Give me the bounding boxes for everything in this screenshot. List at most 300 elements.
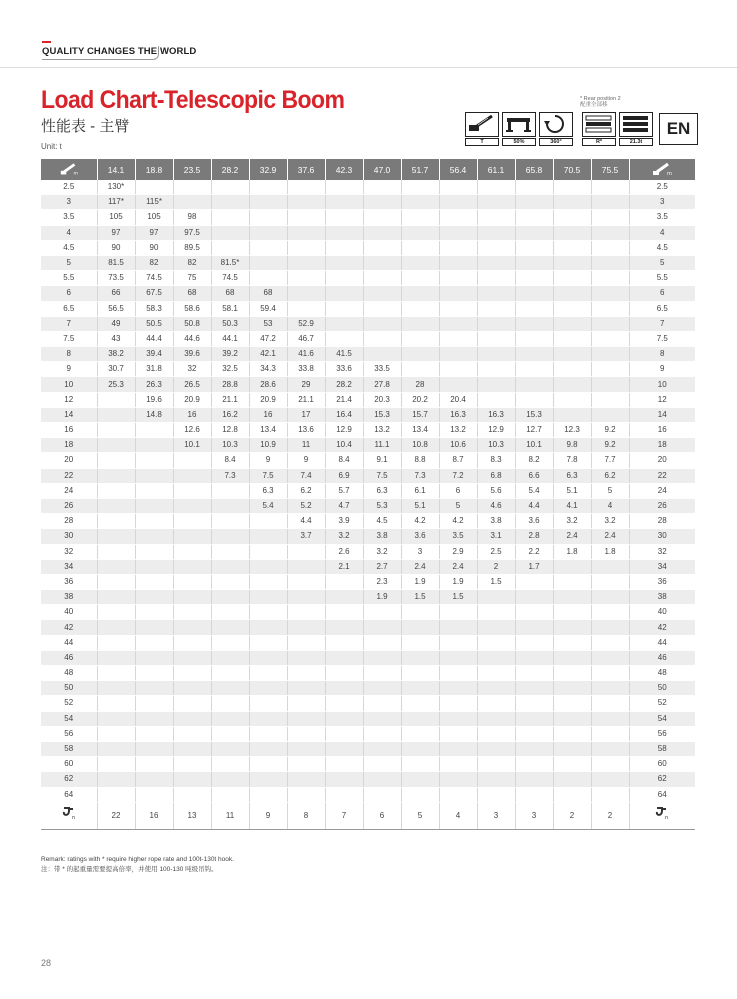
radius-cell: 62 <box>41 772 97 787</box>
load-cell <box>477 195 515 210</box>
load-cell <box>97 392 135 407</box>
load-cell <box>363 711 401 726</box>
load-cell: 97 <box>135 225 173 240</box>
load-cell: 1.5 <box>477 574 515 589</box>
load-cell: 5.1 <box>553 483 591 498</box>
radius-cell: 5.5 <box>629 271 695 286</box>
rope-falls-row <box>41 802 695 829</box>
load-cell <box>439 225 477 240</box>
load-cell <box>173 726 211 741</box>
load-cell <box>401 696 439 711</box>
load-cell <box>515 787 553 802</box>
load-cell: 52.9 <box>287 316 325 331</box>
radius-cell: 8 <box>41 347 97 362</box>
load-cell: 82 <box>173 255 211 270</box>
load-cell: 12.9 <box>477 423 515 438</box>
load-cell <box>591 407 629 422</box>
load-cell: 20.3 <box>363 392 401 407</box>
config-note-line1: * Rear position 2 <box>580 96 621 102</box>
rope-falls-cell: 4 <box>439 802 477 829</box>
load-cell <box>287 726 325 741</box>
load-cell: 13.2 <box>439 423 477 438</box>
load-cell <box>553 681 591 696</box>
load-cell <box>97 483 135 498</box>
load-cell: 42.1 <box>249 347 287 362</box>
load-cell <box>363 271 401 286</box>
radius-cell: 34 <box>41 559 97 574</box>
boom-length-header: 75.5 <box>591 159 629 180</box>
load-cell <box>477 210 515 225</box>
load-cell: 81.5* <box>211 255 249 270</box>
load-cell <box>363 681 401 696</box>
load-cell <box>515 180 553 195</box>
load-cell <box>325 772 363 787</box>
radius-cell: 62 <box>629 772 695 787</box>
load-cell <box>477 255 515 270</box>
load-cell: 6.9 <box>325 468 363 483</box>
load-cell: 2.4 <box>439 559 477 574</box>
radius-cell: 44 <box>629 635 695 650</box>
radius-cell: 5 <box>629 255 695 270</box>
radius-cell: 32 <box>41 544 97 559</box>
load-cell: 15.3 <box>363 407 401 422</box>
load-cell: 73.5 <box>97 271 135 286</box>
load-cell <box>401 666 439 681</box>
load-cell: 10.6 <box>439 438 477 453</box>
boom-length-header: 70.5 <box>553 159 591 180</box>
load-cell <box>135 620 173 635</box>
boom-length-header: 47.0 <box>363 159 401 180</box>
radius-cell: 7 <box>629 316 695 331</box>
config-label-rear: R* <box>582 138 616 146</box>
load-cell <box>477 787 515 802</box>
radius-cell: 52 <box>629 696 695 711</box>
radius-cell: 60 <box>41 757 97 772</box>
load-cell: 2.4 <box>553 529 591 544</box>
load-cell: 16.3 <box>439 407 477 422</box>
load-cell: 3.1 <box>477 529 515 544</box>
table-row <box>41 377 695 392</box>
load-cell <box>591 590 629 605</box>
load-cell <box>287 574 325 589</box>
load-cell <box>97 590 135 605</box>
load-cell <box>325 635 363 650</box>
load-cell: 75 <box>173 271 211 286</box>
load-cell <box>591 316 629 331</box>
load-cell <box>553 666 591 681</box>
load-cell <box>591 757 629 772</box>
load-cell: 29 <box>287 377 325 392</box>
load-cell <box>591 286 629 301</box>
load-cell: 7.5 <box>249 468 287 483</box>
load-cell: 11 <box>287 438 325 453</box>
load-cell <box>515 711 553 726</box>
load-cell <box>363 635 401 650</box>
load-cell <box>477 362 515 377</box>
load-cell <box>249 650 287 665</box>
load-cell: 38.2 <box>97 347 135 362</box>
load-cell <box>477 347 515 362</box>
load-cell <box>515 377 553 392</box>
load-cell: 15.3 <box>515 407 553 422</box>
load-cell <box>477 741 515 756</box>
load-cell <box>401 772 439 787</box>
load-cell <box>591 711 629 726</box>
table-row <box>41 787 695 802</box>
boom-radius-icon <box>651 162 673 176</box>
load-cell: 9.2 <box>591 423 629 438</box>
load-cell: 9.2 <box>591 438 629 453</box>
load-cell: 90 <box>97 240 135 255</box>
load-cell <box>553 574 591 589</box>
load-cell <box>553 255 591 270</box>
load-cell <box>287 787 325 802</box>
load-cell: 8.2 <box>515 453 553 468</box>
table-row <box>41 681 695 696</box>
load-cell: 1.9 <box>363 590 401 605</box>
table-row <box>41 423 695 438</box>
radius-cell: 36 <box>41 574 97 589</box>
load-cell: 98 <box>173 210 211 225</box>
table-row <box>41 711 695 726</box>
load-cell <box>401 681 439 696</box>
load-cell <box>363 195 401 210</box>
load-cell <box>591 772 629 787</box>
load-cell <box>553 392 591 407</box>
load-cell: 5 <box>591 483 629 498</box>
radius-cell: 32 <box>629 544 695 559</box>
load-cell <box>325 726 363 741</box>
radius-cell: 5.5 <box>41 271 97 286</box>
load-cell <box>477 696 515 711</box>
load-cell: 6.2 <box>287 483 325 498</box>
load-cell: 44.1 <box>211 331 249 346</box>
load-cell: 4.7 <box>325 498 363 513</box>
load-cell <box>211 681 249 696</box>
load-cell: 32 <box>173 362 211 377</box>
load-cell <box>325 225 363 240</box>
load-cell <box>249 711 287 726</box>
radius-cell: 18 <box>41 438 97 453</box>
load-cell <box>211 590 249 605</box>
load-cell: 16 <box>249 407 287 422</box>
load-cell: 5.4 <box>515 483 553 498</box>
load-cell <box>325 255 363 270</box>
load-cell <box>363 620 401 635</box>
radius-cell: 20 <box>629 453 695 468</box>
load-cell <box>211 225 249 240</box>
load-cell <box>553 331 591 346</box>
load-cell <box>287 635 325 650</box>
load-cell <box>97 544 135 559</box>
load-cell <box>173 635 211 650</box>
load-cell <box>287 681 325 696</box>
load-cell <box>591 240 629 255</box>
load-cell <box>325 180 363 195</box>
table-row <box>41 741 695 756</box>
load-cell <box>515 620 553 635</box>
load-cell: 21.1 <box>211 392 249 407</box>
load-cell <box>363 347 401 362</box>
load-cell: 3.7 <box>287 529 325 544</box>
load-cell <box>287 271 325 286</box>
load-cell <box>135 498 173 513</box>
load-cell <box>363 331 401 346</box>
load-cell <box>249 574 287 589</box>
load-cell <box>401 347 439 362</box>
load-cell <box>249 605 287 620</box>
load-cell: 9 <box>249 453 287 468</box>
radius-cell: 7.5 <box>629 331 695 346</box>
load-cell <box>135 559 173 574</box>
table-row <box>41 331 695 346</box>
load-cell: 5.7 <box>325 483 363 498</box>
load-cell: 3.9 <box>325 514 363 529</box>
load-cell <box>439 741 477 756</box>
load-cell <box>135 666 173 681</box>
load-cell: 74.5 <box>211 271 249 286</box>
load-cell <box>211 210 249 225</box>
load-cell <box>97 741 135 756</box>
config-note <box>580 96 621 108</box>
load-cell <box>439 635 477 650</box>
load-cell <box>211 741 249 756</box>
load-cell <box>211 483 249 498</box>
radius-cell: 52 <box>41 696 97 711</box>
load-cell: 68 <box>249 286 287 301</box>
load-cell <box>173 483 211 498</box>
load-cell <box>515 681 553 696</box>
rope-falls-cell: 16 <box>135 802 173 829</box>
load-cell <box>173 696 211 711</box>
table-row <box>41 301 695 316</box>
radius-cell: 40 <box>41 605 97 620</box>
load-cell <box>591 741 629 756</box>
load-cell <box>553 271 591 286</box>
table-row <box>41 574 695 589</box>
load-cell <box>477 635 515 650</box>
load-cell: 10.3 <box>477 438 515 453</box>
load-cell <box>97 635 135 650</box>
load-cell <box>363 255 401 270</box>
load-cell <box>477 301 515 316</box>
load-cell: 1.5 <box>439 590 477 605</box>
load-cell <box>287 286 325 301</box>
load-cell: 59.4 <box>249 301 287 316</box>
load-cell: 7.3 <box>211 468 249 483</box>
load-cell: 16.2 <box>211 407 249 422</box>
load-cell <box>515 225 553 240</box>
load-cell: 33.8 <box>287 362 325 377</box>
load-cell <box>211 696 249 711</box>
load-cell <box>249 271 287 286</box>
load-cell <box>439 331 477 346</box>
load-cell <box>173 787 211 802</box>
load-cell <box>249 666 287 681</box>
load-cell <box>173 650 211 665</box>
load-cell <box>591 362 629 377</box>
load-cell <box>249 180 287 195</box>
radius-cell: 4.5 <box>629 240 695 255</box>
load-cell <box>211 650 249 665</box>
load-cell <box>211 726 249 741</box>
load-cell <box>515 666 553 681</box>
load-cell: 105 <box>97 210 135 225</box>
load-cell <box>97 772 135 787</box>
load-cell: 6.3 <box>249 483 287 498</box>
load-cell: 66 <box>97 286 135 301</box>
load-cell: 5.3 <box>363 498 401 513</box>
load-cell <box>363 286 401 301</box>
radius-cell: 2.5 <box>629 180 695 195</box>
boom-length-header: 65.8 <box>515 159 553 180</box>
boom-length-header: 23.5 <box>173 159 211 180</box>
load-cell: 10.4 <box>325 438 363 453</box>
load-cell <box>515 574 553 589</box>
boom-length-header: 61.1 <box>477 159 515 180</box>
load-cell <box>211 605 249 620</box>
rope-falls-cell: 22 <box>97 802 135 829</box>
radius-cell: 38 <box>41 590 97 605</box>
radius-cell: 3 <box>629 195 695 210</box>
load-cell <box>287 711 325 726</box>
load-cell <box>363 666 401 681</box>
load-cell: 3.2 <box>591 514 629 529</box>
load-cell <box>439 681 477 696</box>
load-cell <box>97 529 135 544</box>
table-row <box>41 316 695 331</box>
load-cell: 89.5 <box>173 240 211 255</box>
load-cell: 31.8 <box>135 362 173 377</box>
load-cell <box>401 316 439 331</box>
load-cell: 4 <box>591 498 629 513</box>
load-cell <box>249 210 287 225</box>
load-cell: 3.6 <box>401 529 439 544</box>
load-cell: 50.3 <box>211 316 249 331</box>
table-row <box>41 559 695 574</box>
table-row <box>41 726 695 741</box>
load-cell: 10.3 <box>211 438 249 453</box>
load-cell <box>97 468 135 483</box>
load-cell <box>401 635 439 650</box>
table-row <box>41 392 695 407</box>
boom-length-header: 42.3 <box>325 159 363 180</box>
load-cell: 12.7 <box>515 423 553 438</box>
load-cell <box>211 529 249 544</box>
radius-cell: 2.5 <box>41 180 97 195</box>
remark-zh: 注：带 * 的起重量需要提高倍率，并使用 100-130 吨级吊钩。 <box>41 866 218 873</box>
radius-cell: 44 <box>41 635 97 650</box>
load-cell <box>515 271 553 286</box>
radius-cell: 38 <box>629 590 695 605</box>
load-cell <box>211 240 249 255</box>
telescopic-boom-icon <box>465 112 499 137</box>
load-cell <box>477 225 515 240</box>
load-cell <box>135 544 173 559</box>
load-cell <box>439 286 477 301</box>
load-cell <box>363 757 401 772</box>
table-row <box>41 362 695 377</box>
table-header-row <box>41 159 695 180</box>
load-cell: 68 <box>211 286 249 301</box>
load-cell: 16.3 <box>477 407 515 422</box>
load-cell <box>211 180 249 195</box>
load-cell <box>97 666 135 681</box>
load-cell <box>325 240 363 255</box>
load-cell <box>173 620 211 635</box>
table-row <box>41 195 695 210</box>
table-row <box>41 620 695 635</box>
load-cell: 3.6 <box>515 514 553 529</box>
load-cell <box>363 225 401 240</box>
remark <box>41 855 234 875</box>
load-cell: 10.1 <box>515 438 553 453</box>
load-cell: 13.6 <box>287 423 325 438</box>
radius-cell: 60 <box>629 757 695 772</box>
load-cell <box>591 635 629 650</box>
load-cell <box>135 590 173 605</box>
load-cell: 13.2 <box>363 423 401 438</box>
load-cell: 50.5 <box>135 316 173 331</box>
load-cell: 4.4 <box>515 498 553 513</box>
load-cell <box>97 681 135 696</box>
table-row <box>41 666 695 681</box>
load-cell <box>553 696 591 711</box>
load-cell <box>97 620 135 635</box>
load-cell <box>363 240 401 255</box>
load-cell: 44.6 <box>173 331 211 346</box>
load-cell <box>325 590 363 605</box>
load-cell <box>515 726 553 741</box>
load-cell <box>211 711 249 726</box>
load-cell: 20.9 <box>173 392 211 407</box>
radius-cell: 42 <box>41 620 97 635</box>
load-cell <box>173 195 211 210</box>
load-cell <box>287 180 325 195</box>
radius-cell: 6.5 <box>41 301 97 316</box>
load-cell <box>439 726 477 741</box>
svg-text:m: m <box>667 170 673 176</box>
load-cell <box>401 787 439 802</box>
load-cell: 90 <box>135 240 173 255</box>
load-cell <box>287 225 325 240</box>
radius-cell: 7 <box>41 316 97 331</box>
hook-icon <box>654 806 670 820</box>
table-row <box>41 635 695 650</box>
table-row <box>41 453 695 468</box>
load-cell <box>173 559 211 574</box>
load-cell <box>401 195 439 210</box>
load-cell: 44.4 <box>135 331 173 346</box>
load-cell <box>97 757 135 772</box>
load-cell: 32.5 <box>211 362 249 377</box>
load-cell <box>477 377 515 392</box>
load-cell: 10.1 <box>173 438 211 453</box>
load-cell <box>515 316 553 331</box>
load-cell <box>591 650 629 665</box>
load-cell: 3.2 <box>325 529 363 544</box>
hook-icon <box>61 806 77 820</box>
radius-cell: 64 <box>629 787 695 802</box>
load-cell: 11.1 <box>363 438 401 453</box>
load-cell <box>325 286 363 301</box>
load-cell: 130* <box>97 180 135 195</box>
load-cell: 6.2 <box>591 468 629 483</box>
load-cell <box>477 666 515 681</box>
load-cell <box>439 666 477 681</box>
load-cell <box>591 347 629 362</box>
radius-cell: 9 <box>41 362 97 377</box>
